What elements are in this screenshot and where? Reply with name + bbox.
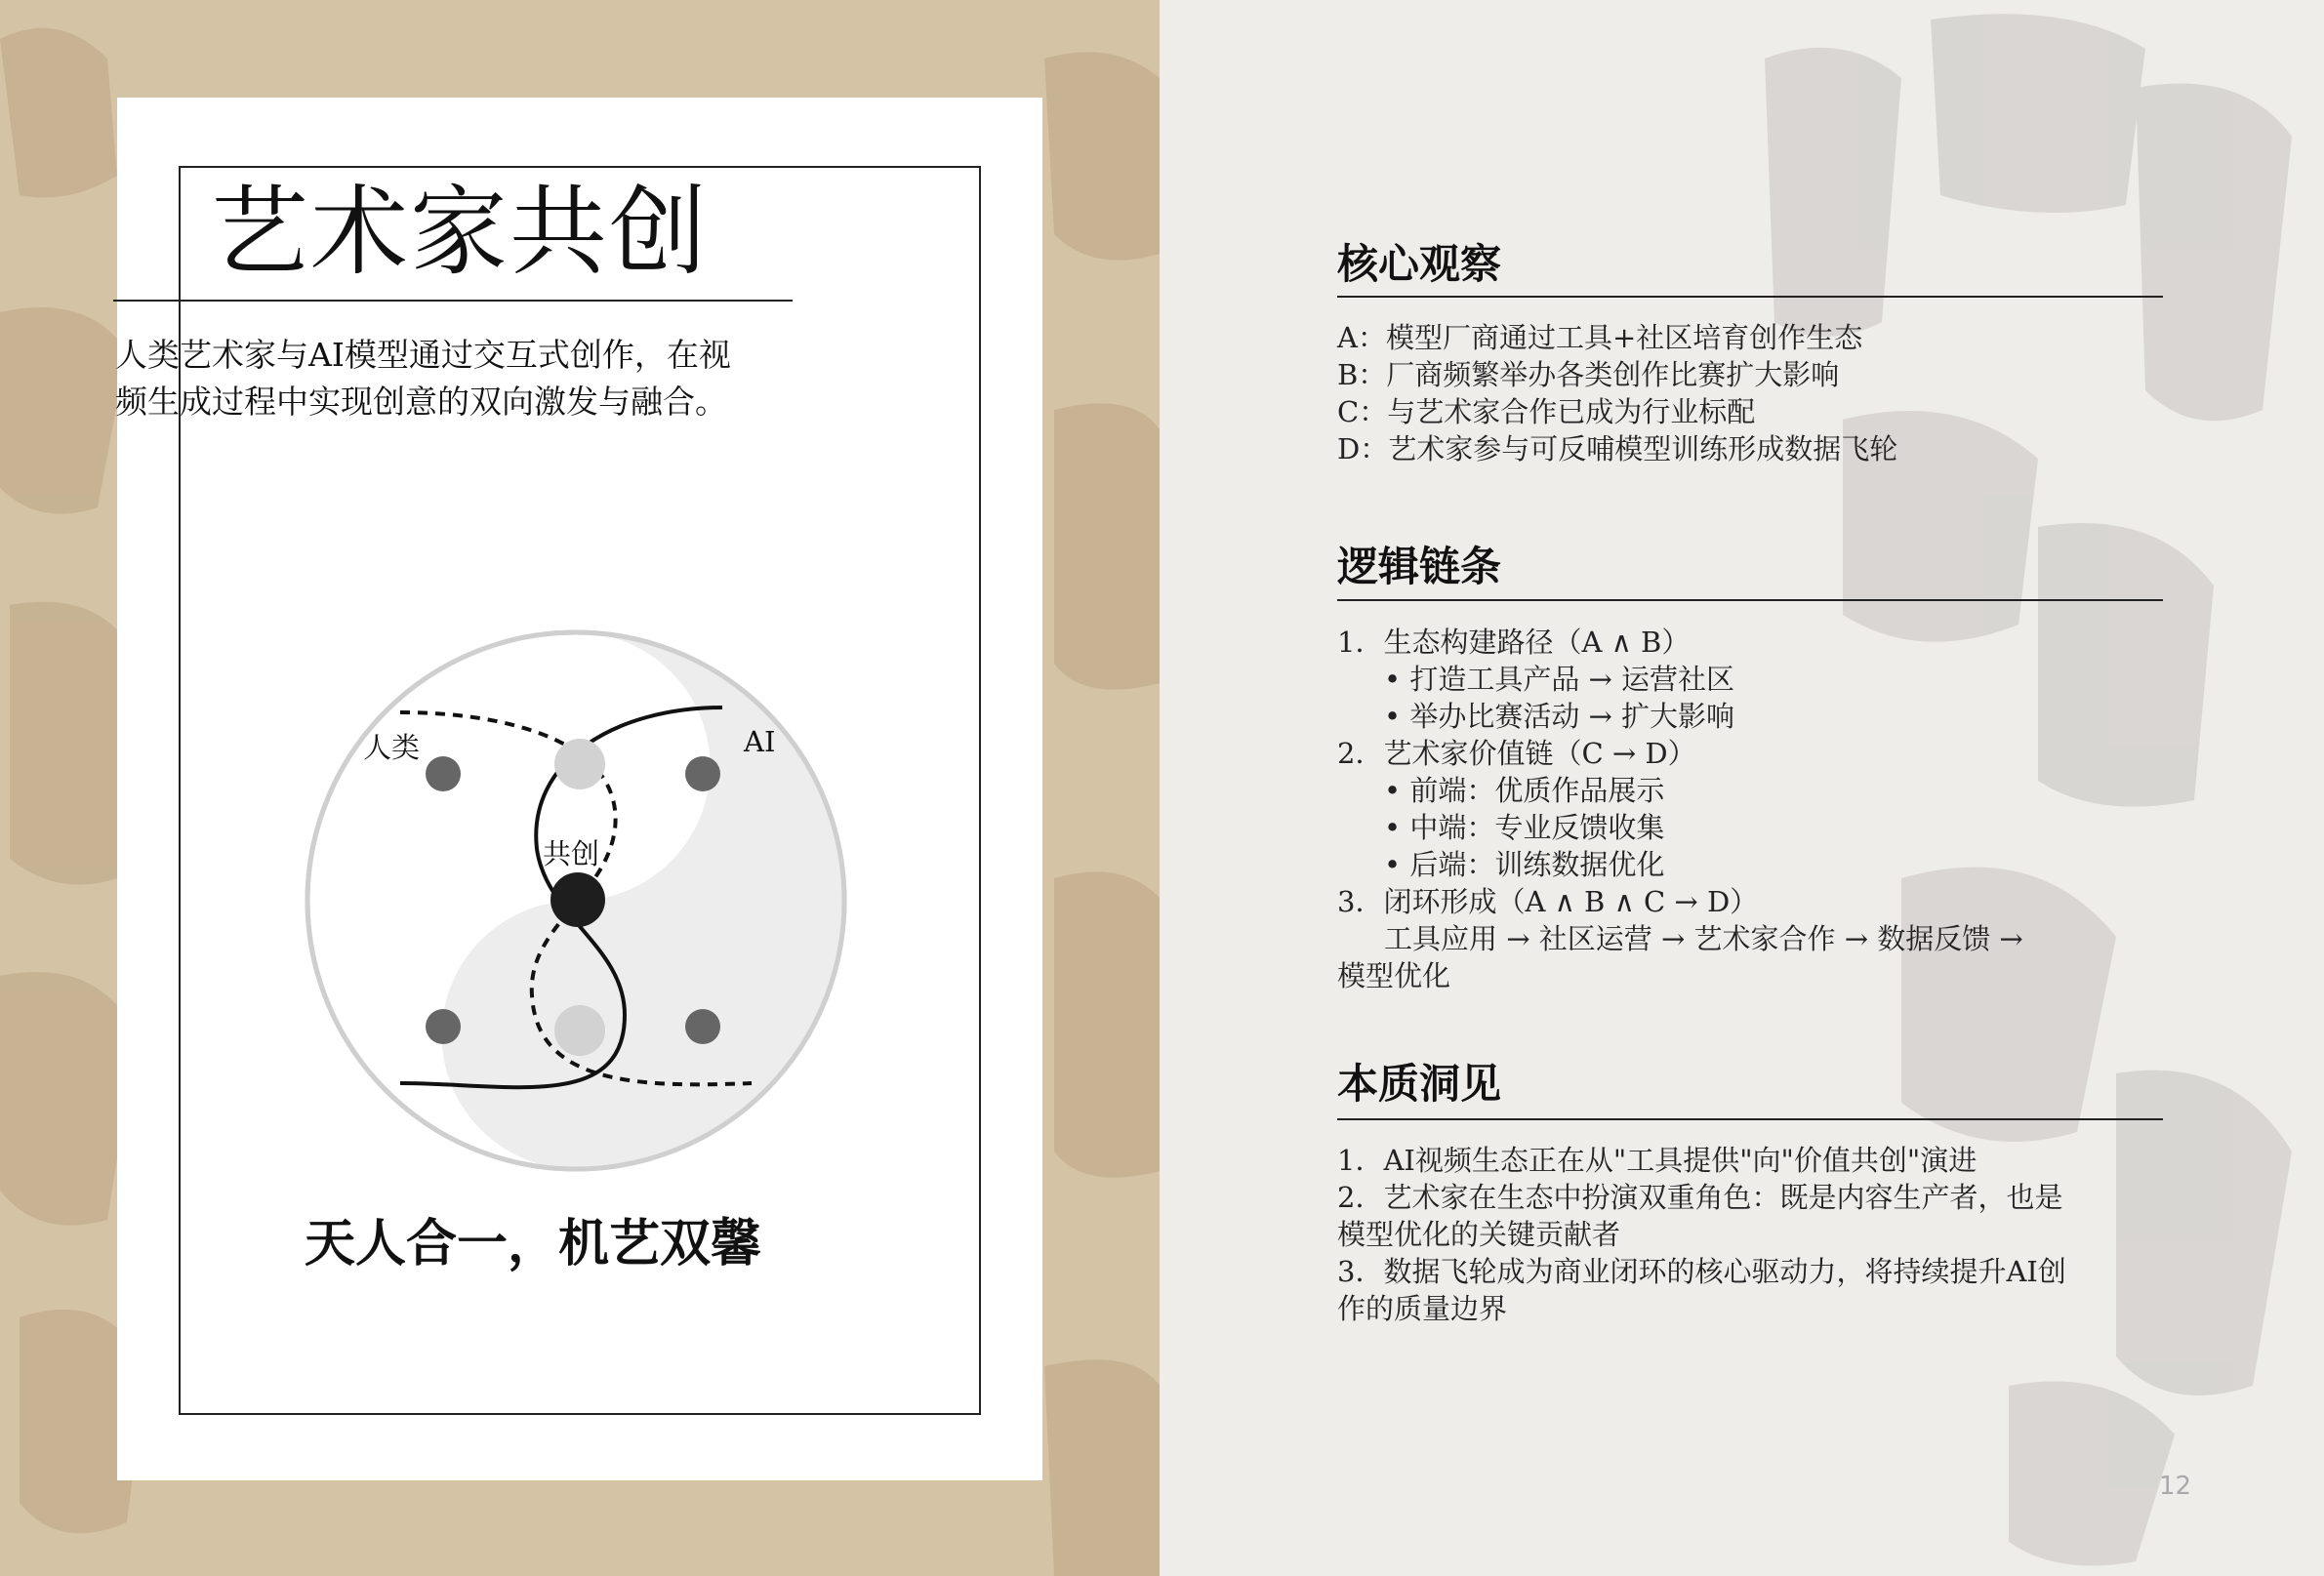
logic-item: • 举办比赛活动 → 扩大影响 (1384, 700, 1735, 733)
observation-line: B：厂商频繁举办各类创作比赛扩大影响 (1337, 358, 1840, 391)
logic-item: 工具应用 → 社区运营 → 艺术家合作 → 数据反馈 → (1384, 922, 2023, 955)
card-description (115, 332, 798, 425)
label-ai: AI (744, 725, 776, 758)
insight-heading: 本质洞见 (1337, 1060, 1502, 1108)
card-title: 艺术家共创 (211, 175, 709, 289)
center-dot (550, 872, 605, 927)
description-line: 人类艺术家与AI模型通过交互式创作，在视 (115, 336, 731, 374)
insight-item: 作的质量边界 (1337, 1292, 1508, 1325)
description-line: 频生成过程中实现创意的双向激发与融合。 (115, 383, 727, 421)
dot (426, 1009, 461, 1044)
logic-item: • 后端：训练数据优化 (1384, 848, 1665, 881)
dot-faded (554, 1005, 605, 1056)
observation-heading: 核心观察 (1337, 240, 1502, 288)
insight-item: 2．艺术家在生态中扮演双重角色：既是内容生产者，也是 (1337, 1181, 2063, 1214)
observation-divider (1337, 296, 2163, 298)
label-center: 共创 (543, 837, 600, 870)
logic-divider (1337, 599, 2163, 601)
insight-item: 3．数据飞轮成为商业闭环的核心驱动力，将持续提升AI创 (1337, 1255, 2066, 1288)
logic-item: • 打造工具产品 → 运营社区 (1384, 663, 1735, 696)
title-divider (113, 300, 793, 302)
insight-item: 模型优化的关键贡献者 (1337, 1218, 1621, 1251)
dot (685, 1009, 720, 1044)
label-human: 人类 (363, 731, 421, 764)
page-number: 12 (2159, 1472, 2192, 1501)
left-panel (0, 0, 1160, 1576)
insight-item: 1．AI视频生态正在从"工具提供"向"价值共创"演进 (1337, 1144, 1977, 1177)
logic-item: • 中端：专业反馈收集 (1384, 811, 1665, 844)
observation-line: D：艺术家参与可反哺模型训练形成数据飞轮 (1337, 432, 1898, 465)
observation-line: C：与艺术家合作已成为行业标配 (1337, 395, 1756, 428)
logic-item: 2．艺术家价值链（C → D） (1337, 737, 1696, 770)
logic-heading: 逻辑链条 (1337, 543, 1502, 590)
dot-faded (554, 739, 605, 789)
logic-item: 1．生态构建路径（A ∧ B） (1337, 626, 1691, 659)
logic-item: • 前端：优质作品展示 (1384, 774, 1665, 807)
logic-item: 3．闭环形成（A ∧ B ∧ C → D） (1337, 885, 1759, 918)
logic-item: 模型优化 (1337, 959, 1451, 992)
motto: 天人合一，机艺双馨 (305, 1215, 762, 1273)
cocreation-diagram (293, 625, 878, 1269)
insight-divider (1337, 1118, 2163, 1120)
dot (426, 756, 461, 791)
dot (685, 756, 720, 791)
observation-line: A：模型厂商通过工具+社区培育创作生态 (1337, 321, 1863, 354)
